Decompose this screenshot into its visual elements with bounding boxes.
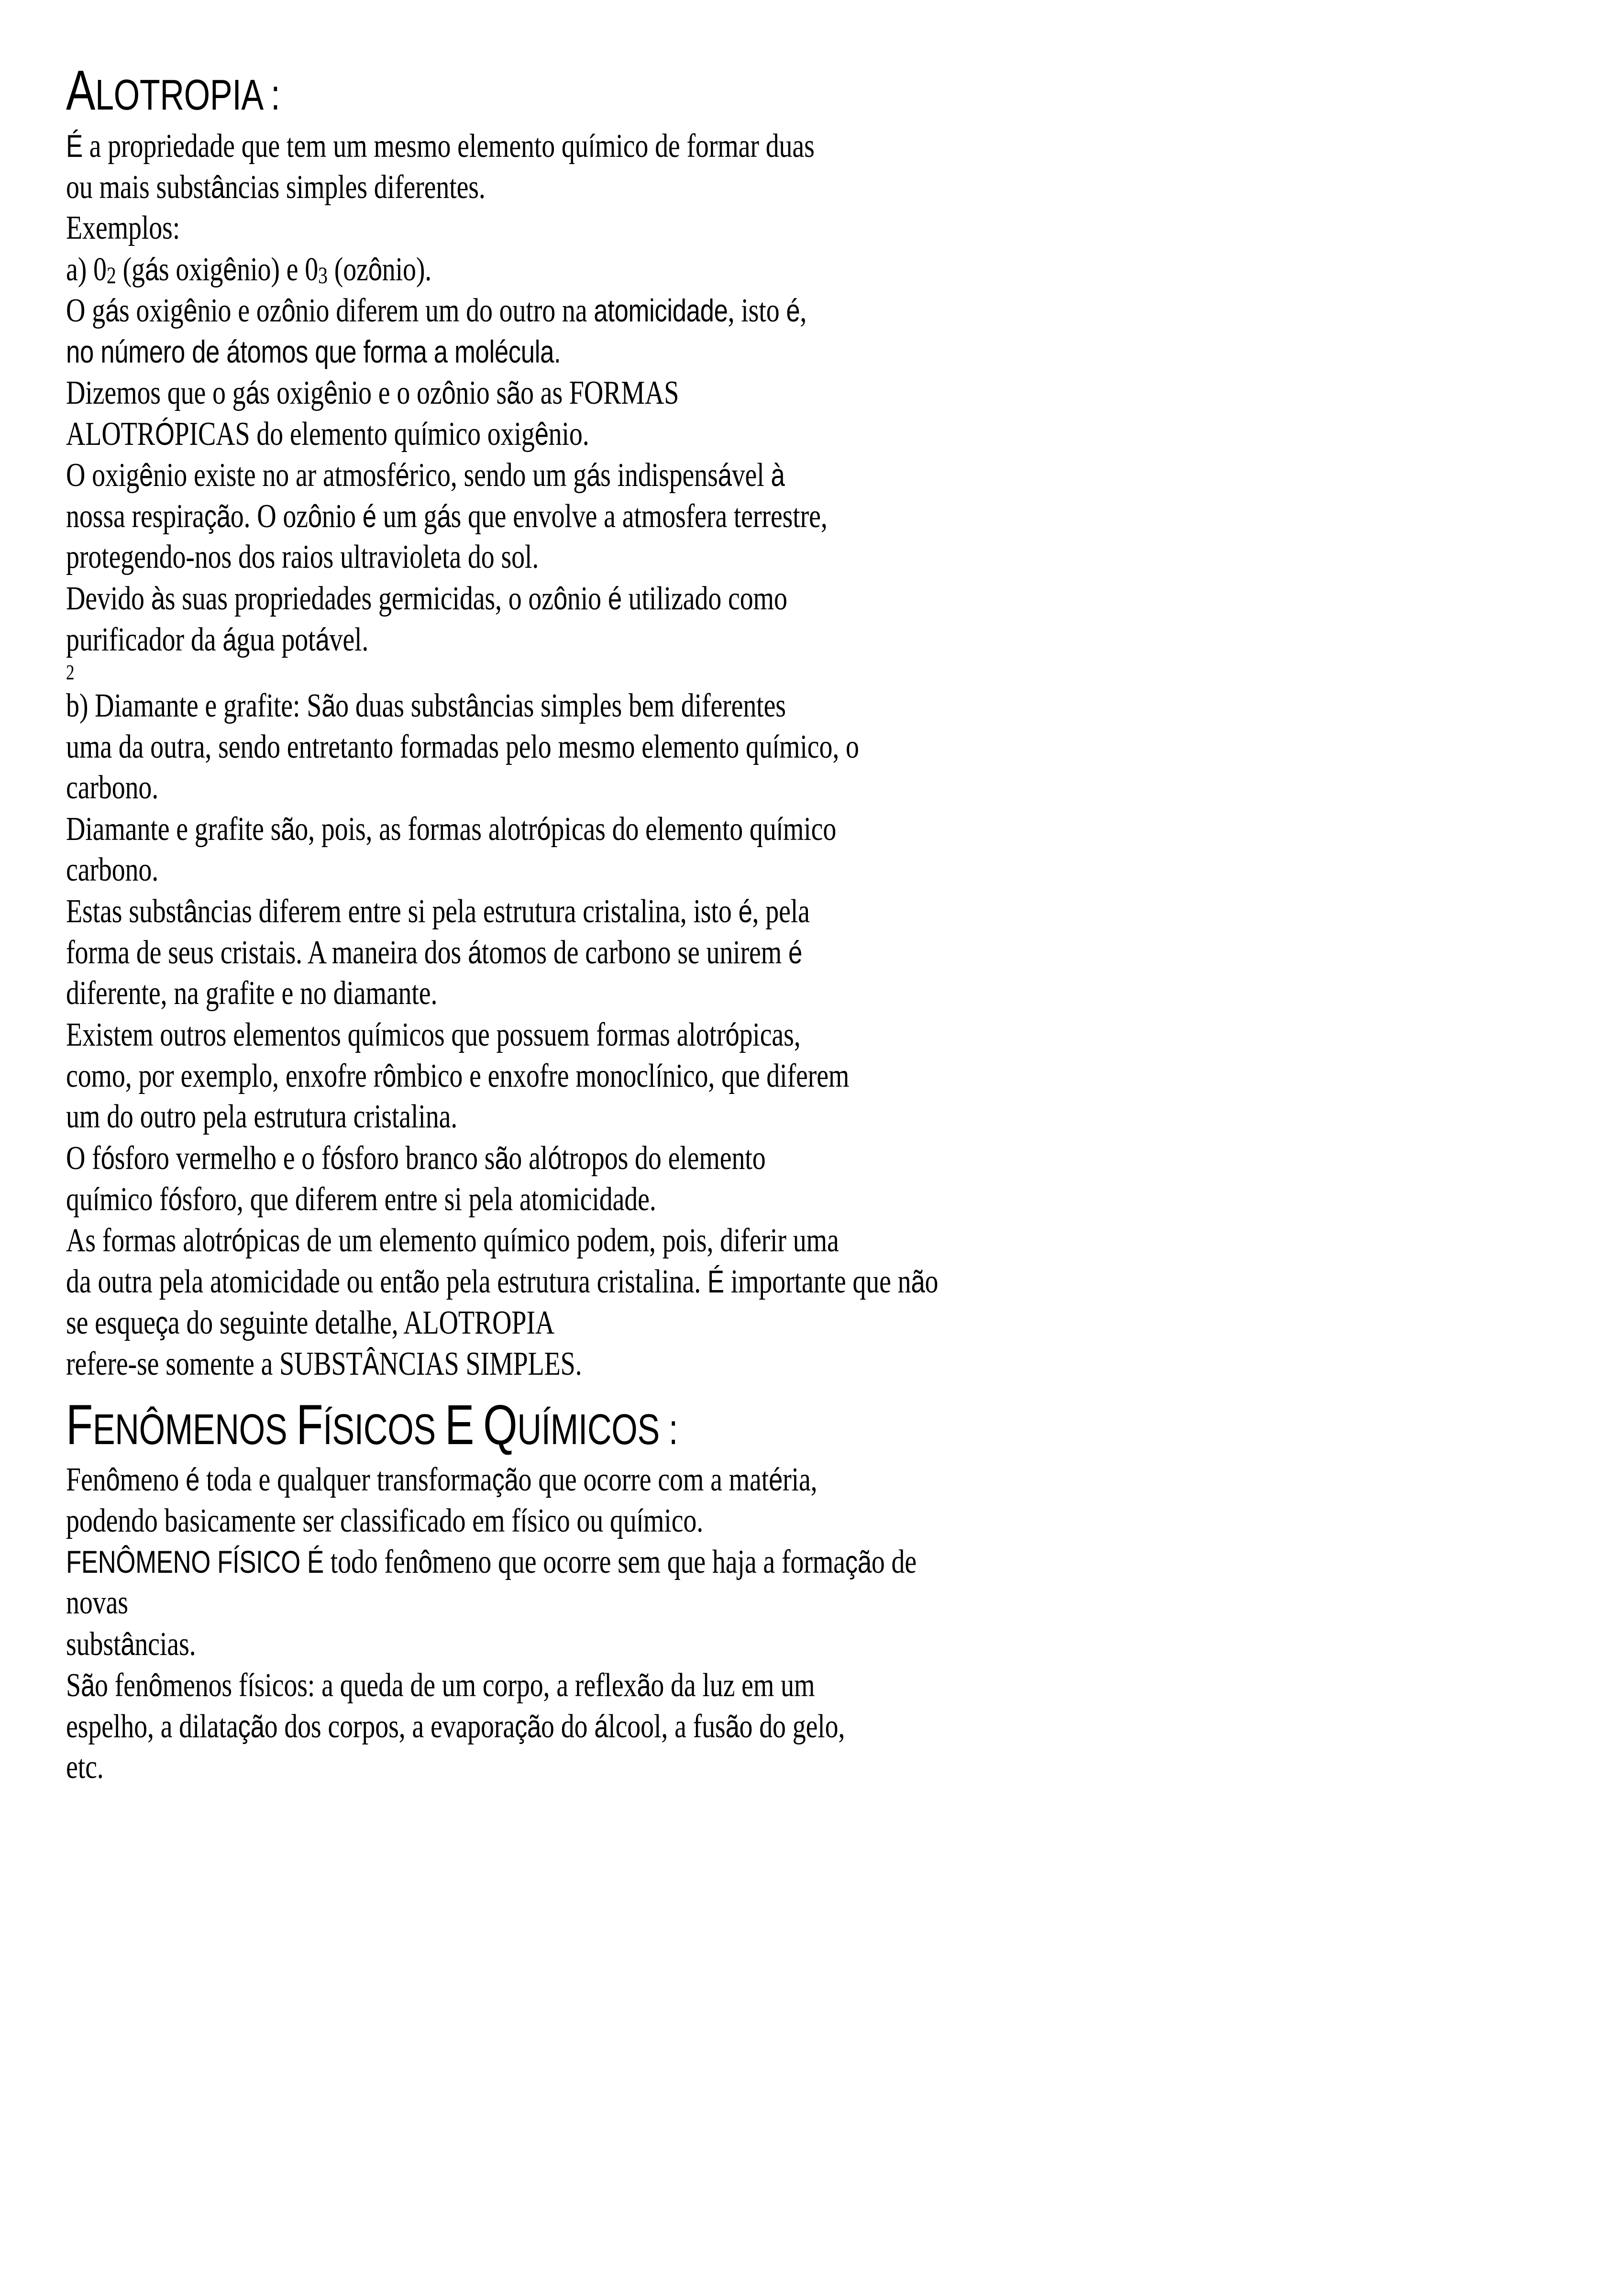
text-line: Diamante e grafite são, pois, as formas alotrópicas do elemento químico xyxy=(66,811,837,848)
text-line: É a propriedade que tem um mesmo elemento químico de formar duas xyxy=(66,128,815,165)
text-line: FENÔMENO FÍSICO É todo fenômeno que ocorre sem que haja a formação de xyxy=(66,1544,917,1580)
heading-alotropia-rest: LOTROPIA xyxy=(95,71,262,119)
text-line: São fenômenos físicos: a queda de um corpo, a reflexão da luz em um xyxy=(66,1667,815,1704)
heading-quimicos-rest: UÍMICOS xyxy=(517,1406,660,1454)
text-line: As formas alotrópicas de um elemento químico podem, pois, diferir uma xyxy=(66,1222,839,1259)
text-line: protegendo-nos dos raios ultravioleta do sol. xyxy=(66,539,539,575)
text-line: ALOTRÓPICAS do elemento químico oxigênio. xyxy=(66,416,589,453)
text-line: refere-se somente a SUBSTÂNCIAS SIMPLES. xyxy=(66,1346,582,1382)
text-line: etc. xyxy=(66,1749,104,1786)
heading-alotropia xyxy=(66,59,1225,122)
text-line: Dizemos que o gás oxigênio e o ozônio são as FORMAS xyxy=(66,375,679,411)
text-line: nossa respiração. O ozônio é um gás que envolve a atmosfera terrestre, xyxy=(66,498,828,535)
text-line: carbono. xyxy=(66,851,159,888)
text-line: Devido às suas propriedades germicidas, o ozônio é utilizado como xyxy=(66,580,787,617)
heading-fenomenos-initial-f: F xyxy=(66,1393,93,1457)
text-line: como, por exemplo, enxofre rômbico e enxofre monoclínico, que diferem xyxy=(66,1058,850,1094)
heading-fenomenos-rest: ENÔMENOS xyxy=(92,1406,287,1454)
heading-space-1 xyxy=(287,1406,296,1454)
text-line: O oxigênio existe no ar atmosférico, sendo um gás indispensável à xyxy=(66,457,785,494)
text-line: da outra pela atomicidade ou então pela estrutura cristalina. É importante que não xyxy=(66,1263,938,1300)
heading-conjunction-e: E xyxy=(444,1393,474,1457)
text-line: forma de seus cristais. A maneira dos átomos de carbono se unirem é xyxy=(66,934,802,971)
text-line: substâncias. xyxy=(66,1626,196,1663)
text-line: uma da outra, sendo entretanto formadas pelo mesmo elemento químico, o xyxy=(66,729,859,765)
text-line: b) Diamante e grafite: São duas substâncias simples bem diferentes xyxy=(66,687,786,724)
stray-page-number: 2 xyxy=(66,661,75,684)
text-line: ou mais substâncias simples diferentes. xyxy=(66,169,486,206)
alotropia-body xyxy=(66,125,1551,1384)
text-line: O fósforo vermelho e o fósforo branco são alótropos do elemento xyxy=(66,1140,766,1177)
heading-fisicos-initial-f: F xyxy=(296,1393,323,1457)
text-line: no número de átomos que forma a molécula. xyxy=(66,334,561,369)
text-line: um do outro pela estrutura cristalina. xyxy=(66,1098,458,1135)
text-line: Estas substâncias diferem entre si pela estrutura cristalina, isto é, pela xyxy=(66,893,810,930)
text-line: diferente, na grafite e no diamante. xyxy=(66,975,438,1012)
heading-alotropia-initial: A xyxy=(66,59,96,122)
heading-fenomenos-colon: : xyxy=(659,1406,678,1454)
text-line: Existem outros elementos químicos que possuem formas alotrópicas, xyxy=(66,1016,801,1053)
heading-alotropia-colon: : xyxy=(262,71,280,119)
text-line: O gás oxigênio e ozônio diferem um do outro na atomicidade, isto é, xyxy=(66,292,807,329)
text-line: químico fósforo, que diferem entre si pela atomicidade. xyxy=(66,1181,656,1218)
fenomenos-body xyxy=(66,1459,1551,1788)
text-line: a) 02 (gás oxigênio) e 03 (ozônio). xyxy=(66,251,432,288)
text-line: novas xyxy=(66,1584,128,1621)
text-line: espelho, a dilatação dos corpos, a evaporação do álcool, a fusão do gelo, xyxy=(66,1708,845,1745)
heading-space-3 xyxy=(474,1406,483,1454)
text-line: Fenômeno é toda e qualquer transformação que ocorre com a matéria, xyxy=(66,1461,817,1498)
heading-fisicos-rest: ÍSICOS xyxy=(323,1406,436,1454)
text-line: podendo basicamente ser classificado em físico ou químico. xyxy=(66,1502,704,1539)
heading-fenomenos-fisicos-e-quimicos xyxy=(66,1393,1225,1457)
heading-space-2 xyxy=(436,1406,445,1454)
heading-quimicos-initial-q: Q xyxy=(483,1393,518,1457)
text-line: purificador da água potável. xyxy=(66,621,369,658)
text-line: carbono. xyxy=(66,769,159,806)
text-line: Exemplos: xyxy=(66,210,180,246)
text-line: se esqueça do seguinte detalhe, ALOTROPIA xyxy=(66,1304,555,1341)
